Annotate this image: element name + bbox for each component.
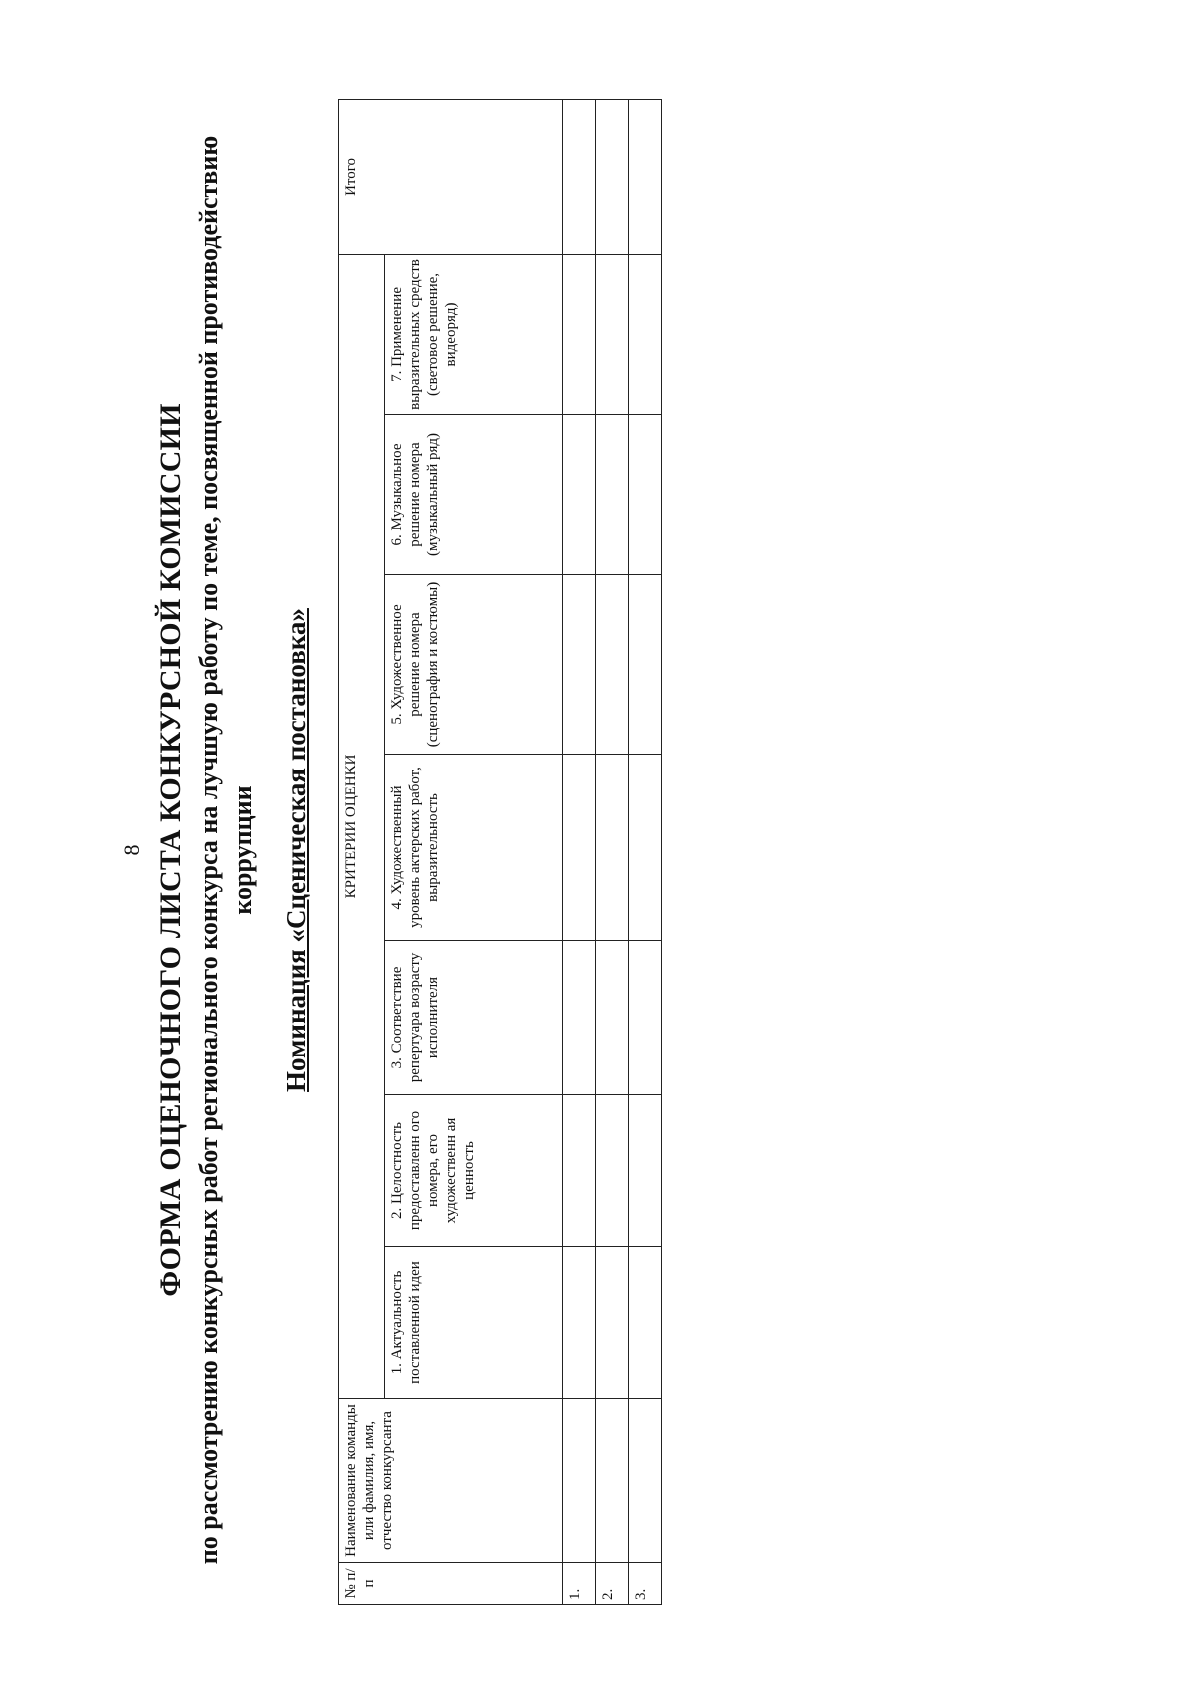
score-cell[interactable]: [596, 575, 629, 755]
header-number: № п/п: [339, 1563, 563, 1605]
header-criterion-1: 1. Актуальность поставленной идеи: [385, 1247, 563, 1399]
name-cell[interactable]: [563, 1399, 596, 1563]
score-cell[interactable]: [563, 755, 596, 941]
row-number: 2.: [596, 1563, 629, 1605]
score-cell[interactable]: [629, 1095, 662, 1247]
header-criterion-6: 6. Музыкальное решение номера (музыкальный ряд): [385, 415, 563, 575]
score-cell[interactable]: [596, 415, 629, 575]
page-number: 8: [119, 844, 144, 856]
score-cell[interactable]: [629, 575, 662, 755]
evaluation-table: [338, 99, 662, 1605]
total-cell[interactable]: [596, 99, 629, 254]
score-cell[interactable]: [629, 755, 662, 941]
score-cell[interactable]: [596, 755, 629, 941]
score-cell[interactable]: [596, 1095, 629, 1247]
row-number: 1.: [563, 1563, 596, 1605]
score-cell[interactable]: [629, 1247, 662, 1399]
score-cell[interactable]: [563, 254, 596, 414]
score-cell[interactable]: [596, 254, 629, 414]
score-cell[interactable]: [596, 1247, 629, 1399]
document-subtitle: по рассмотрению конкурсных работ регионального конкурса на лучшую работу по теме, посвященной противодействию коррупции: [194, 135, 257, 1565]
rotated-document-sheet: [120, 80, 660, 1620]
header-criteria-group: КРИТЕРИИ ОЦЕНКИ: [339, 254, 385, 1398]
row-number: 3.: [629, 1563, 662, 1605]
table-row: [563, 99, 596, 1604]
header-criterion-2: 2. Целостность предоставленн ого номера, его художественн ая ценность: [385, 1095, 563, 1247]
name-cell[interactable]: [596, 1399, 629, 1563]
total-cell[interactable]: [629, 99, 662, 254]
score-cell[interactable]: [563, 941, 596, 1095]
header-criterion-4: 4. Художественный уровень актерских работ, выразительность: [385, 755, 563, 941]
score-cell[interactable]: [629, 254, 662, 414]
header-criterion-5: 5. Художественное решение номера (сценография и костюмы): [385, 575, 563, 755]
score-cell[interactable]: [629, 941, 662, 1095]
header-total: Итого: [339, 99, 563, 254]
header-criterion-3: 3. Соответствие репертуара возрасту исполнителя: [385, 941, 563, 1095]
table-row: [596, 99, 629, 1604]
document-title: ФОРМА ОЦЕНОЧНОГО ЛИСТА КОНКУРСНОЙ КОМИССИИ: [154, 403, 187, 1297]
score-cell[interactable]: [563, 575, 596, 755]
total-cell[interactable]: [563, 99, 596, 254]
table-criteria-row: [385, 99, 563, 1604]
header-contestant-name: Наименование команды или фамилия, имя, отчество конкурсанта: [339, 1399, 563, 1563]
score-cell[interactable]: [563, 1095, 596, 1247]
score-cell[interactable]: [596, 941, 629, 1095]
score-cell[interactable]: [629, 415, 662, 575]
nomination-heading: Номинация «Сценическая постановка»: [281, 608, 311, 1092]
header-criterion-7: 7. Применение выразительных средств (световое решение, видеоряд): [385, 254, 563, 414]
table-row: [629, 99, 662, 1604]
score-cell[interactable]: [563, 1247, 596, 1399]
name-cell[interactable]: [629, 1399, 662, 1563]
table-header-row: [339, 99, 385, 1604]
score-cell[interactable]: [563, 415, 596, 575]
